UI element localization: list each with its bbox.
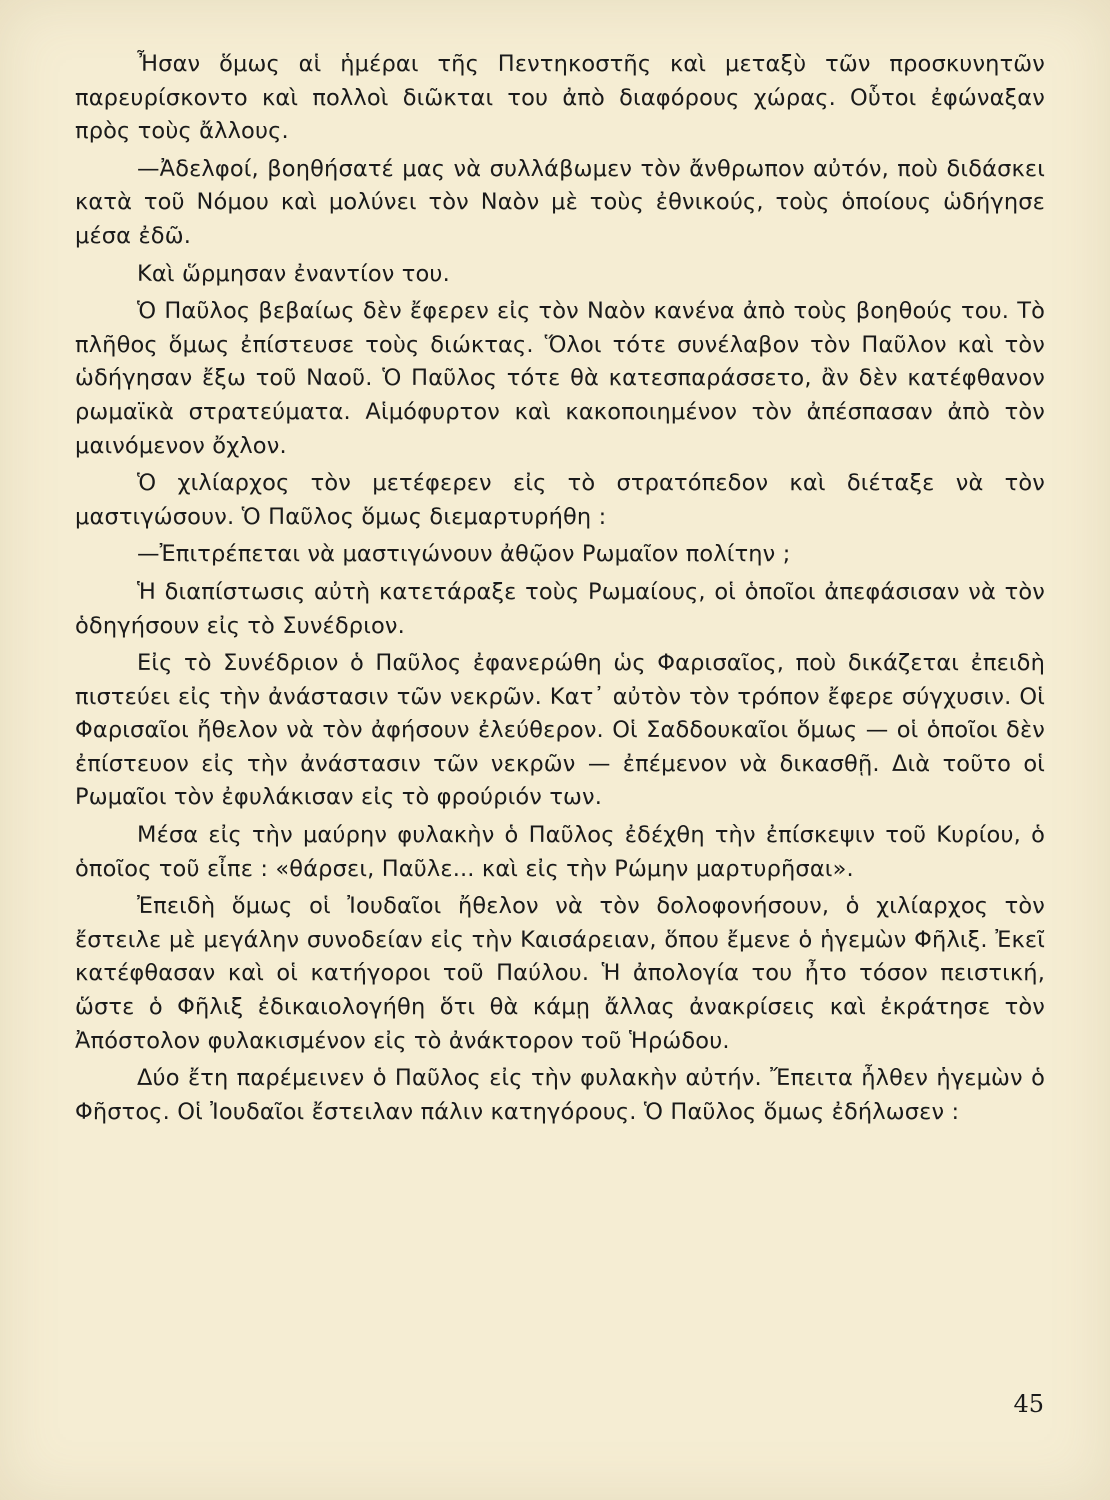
paragraph-8: Εἰς τὸ Συνέδριον ὁ Παῦλος ἐφανερώθη ὡς Φαρισαῖος, ποὺ δικάζεται ἐπειδὴ πιστεύει εἰς τὴν ἀνάστασιν τῶν νεκρῶν. Κατ᾽ αὐτὸν τὸν τρόπον ἔφερε σύγχυσιν. Οἱ Φαρισαῖοι ἤθελον νὰ τὸν ἀφήσουν ἐλεύθερον. Οἱ Σαδδουκαῖοι ὅμως — οἱ ὁποῖοι δὲν ἐπίστευον εἰς τὴν ἀνάστασιν τῶν νεκρῶν — ἐπέμενον νὰ δικασθῇ. Διὰ τοῦτο οἱ Ρωμαῖοι τὸν ἐφυλάκισαν εἰς τὸ φρούριόν των. bbox=[75, 650, 1045, 811]
paragraph-2: —Ἀδελφοί, βοηθήσατέ μας νὰ συλλάβωμεν τὸν ἄνθρωπον αὐτόν, ποὺ διδάσκει κατὰ τοῦ Νόμου καὶ μολύνει τὸν Ναὸν μὲ τοὺς ἐθνικούς, τοὺς ὁποίους ὡδήγησε μέσα ἐδῶ. bbox=[75, 155, 1045, 249]
paragraph-10: Ἐπειδὴ ὅμως οἱ Ἰουδαῖοι ἤθελον νὰ τὸν δολοφονήσουν, ὁ χιλίαρχος τὸν ἔστειλε μὲ μεγάλην συνοδείαν εἰς τὴν Καισάρειαν, ὅπου ἔμενε ὁ ἡγεμὼν Φῆλιξ. Ἐκεῖ κατέφθασαν καὶ οἱ κατήγοροι τοῦ Παύλου. Ἡ ἀπολογία του ἦτο τόσον πειστική, ὥστε ὁ Φῆλιξ ἐδικαιολογήθη ὅτι θὰ κάμῃ ἄλλας ἀνακρίσεις καὶ ἐκράτησε τὸν Ἀπόστολον φυλακισμένον εἰς τὸ ἀνάκτορον τοῦ Ἡρώδου. bbox=[75, 893, 1045, 1054]
paragraph-3: Καὶ ὥρμησαν ἐναντίον του. bbox=[137, 260, 450, 287]
page-number: 45 bbox=[1013, 1390, 1044, 1418]
paragraph-6: —Ἐπιτρέπεται νὰ μαστιγώνουν ἀθῷον Ρωμαῖον πολίτην ; bbox=[137, 541, 791, 568]
paragraph-1: Ἦσαν ὅμως αἱ ἡμέραι τῆς Πεντηκοστῆς καὶ μεταξὺ τῶν προσκυνητῶν παρευρίσκοντο καὶ πολλοὶ διῶκται του ἀπὸ διαφόρους χώρας. Οὗτοι ἐφώναξαν πρὸς τοὺς ἄλλους. bbox=[75, 51, 1045, 145]
body-text bbox=[75, 48, 1045, 1133]
paragraph-7: Ἡ διαπίστωσις αὐτὴ κατετάραξε τοὺς Ρωμαίους, οἱ ὁποῖοι ἀπεφάσισαν νὰ τὸν ὁδηγήσουν εἰς τὸ Συνέδριον. bbox=[75, 578, 1045, 639]
paragraph-11: Δύο ἔτη παρέμεινεν ὁ Παῦλος εἰς τὴν φυλακὴν αὐτήν. Ἔπειτα ἦλθεν ἡγεμὼν ὁ Φῆστος. Οἱ Ἰουδαῖοι ἔστειλαν πάλιν κατηγόρους. Ὁ Παῦλος ὅμως ἐδήλωσεν : bbox=[75, 1065, 1045, 1125]
paragraph-4: Ὁ Παῦλος βεβαίως δὲν ἔφερεν εἰς τὸν Ναὸν κανένα ἀπὸ τοὺς βοηθούς του. Τὸ πλῆθος ὅμως ἐπίστευσε τοὺς διώκτας. Ὅλοι τότε συνέλαβον τὸν Παῦλον καὶ τὸν ὡδήγησαν ἔξω τοῦ Ναοῦ. Ὁ Παῦλος τότε θὰ κατεσπαράσσετο, ἂν δὲν κατέφθανον ρωμαϊκὰ στρατεύματα. Αἱμόφυρτον καὶ κακοποιημένον τὸν ἀπέσπασαν ἀπὸ τὸν μαινόμενον ὄχλον. bbox=[75, 298, 1045, 459]
paragraph-5: Ὁ χιλίαρχος τὸν μετέφερεν εἰς τὸ στρατόπεδον καὶ διέταξε νὰ τὸν μαστιγώσουν. Ὁ Παῦλος ὅμως διεμαρτυρήθη : bbox=[75, 470, 1045, 530]
paragraph-9: Μέσα εἰς τὴν μαύρην φυλακὴν ὁ Παῦλος ἐδέχθη τὴν ἐπίσκεψιν τοῦ Κυρίου, ὁ ὁποῖος τοῦ εἶπε : «θάρσει, Παῦλε... καὶ εἰς τὴν Ρώμην μαρτυρῆσαι». bbox=[75, 822, 1045, 882]
